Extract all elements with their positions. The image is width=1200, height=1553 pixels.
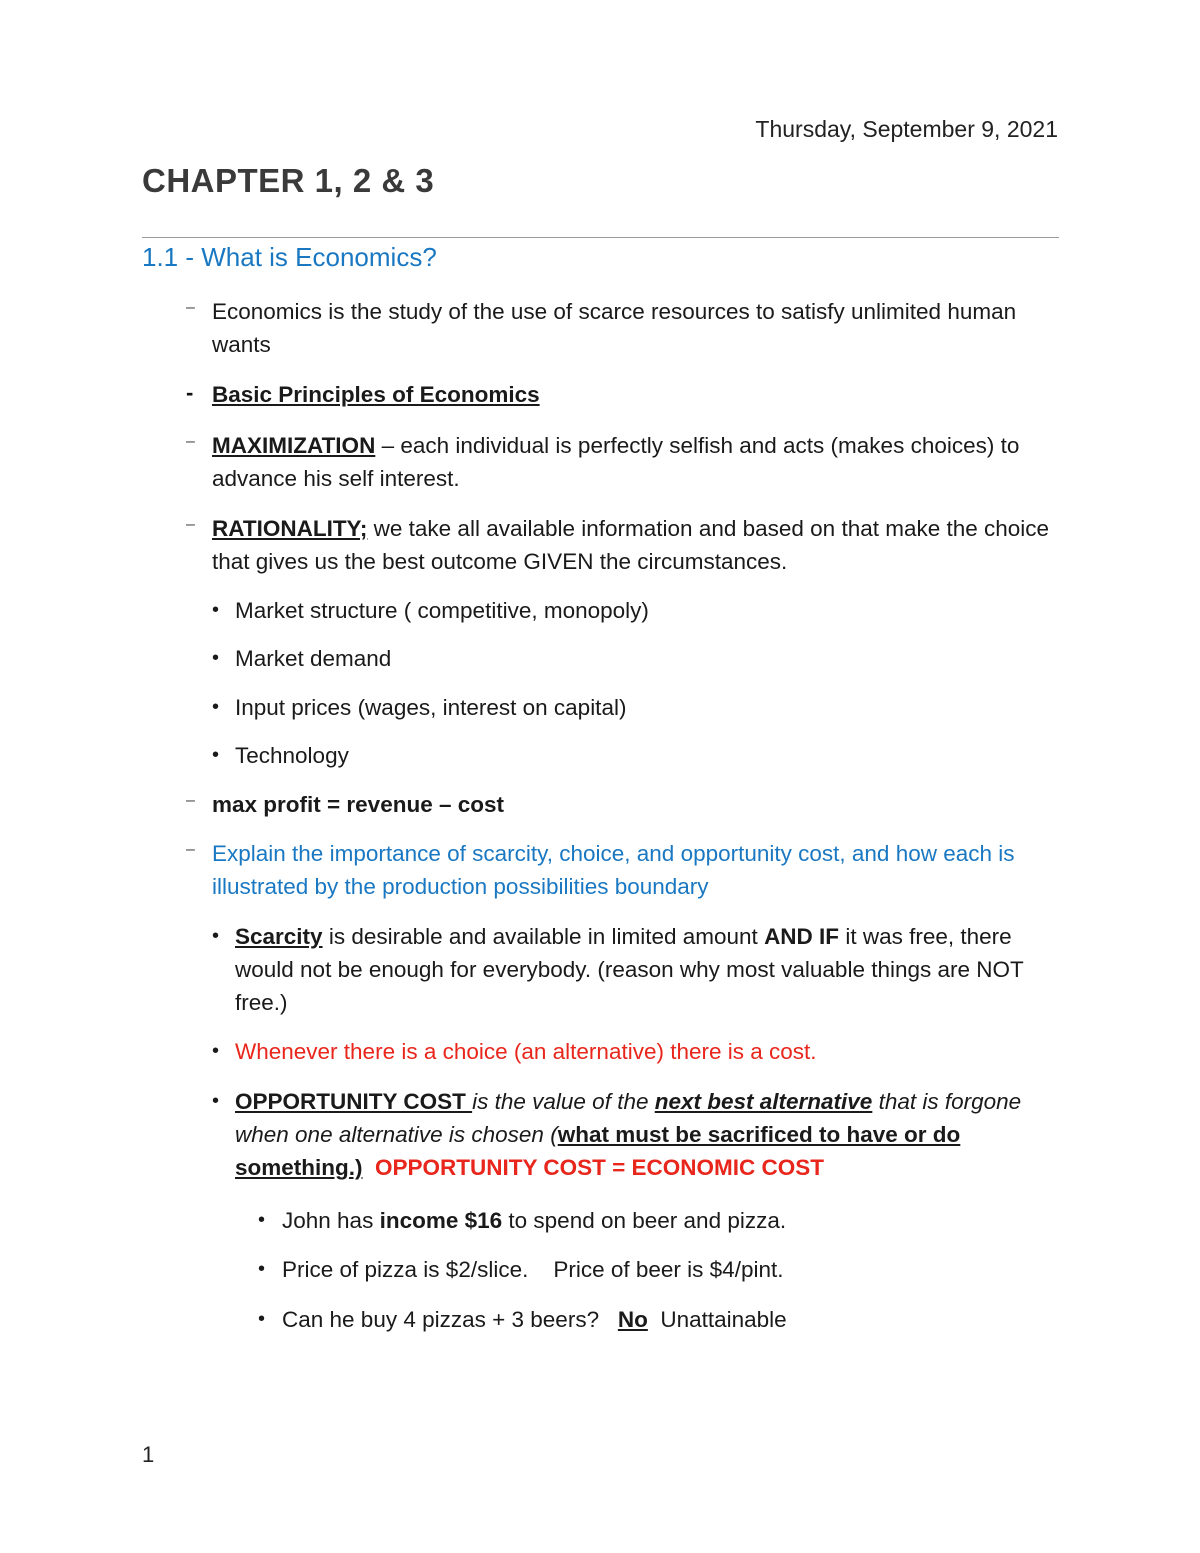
- scarcity-part-c: it was free, there would not be enough for everybody. (reason why most valuable things are NOT free.): [235, 924, 1024, 1015]
- price-text: Price of pizza is $2/slice. Price of beer is $4/pint.: [282, 1257, 784, 1282]
- list-item-input-prices: [212, 691, 1072, 724]
- scarcity-text: [235, 920, 1072, 1019]
- dash-marker: –: [186, 516, 195, 533]
- list-item-rationality: [186, 512, 1066, 578]
- john-part-c: to spend on beer and pizza.: [502, 1208, 787, 1233]
- john-text: [282, 1204, 1078, 1237]
- dash-marker: –: [186, 792, 195, 809]
- dash-marker: –: [186, 299, 195, 316]
- bullet-text: Market structure ( competitive, monopoly): [235, 598, 649, 623]
- dash-marker: –: [186, 433, 195, 450]
- scarcity-part-b: AND IF: [764, 924, 840, 949]
- note-date: Thursday, September 9, 2021: [755, 116, 1058, 142]
- opportunity-cost-text: [235, 1085, 1072, 1184]
- oc-equation: OPPORTUNITY COST = ECONOMIC COST: [375, 1155, 825, 1180]
- maximization-text: [212, 429, 1066, 495]
- explain-text: Explain the importance of scarcity, choice, and opportunity cost, and how each is illustrated by the production possibilities boundary: [212, 841, 1015, 899]
- bullet-text: Input prices (wages, interest on capital): [235, 695, 627, 720]
- oc-part-a: is the value of the: [472, 1089, 655, 1114]
- rationality-desc: we take all available information and based on that make the choice that gives us the best outcome GIVEN the circumstances.: [212, 516, 1050, 574]
- title-divider: [142, 237, 1059, 238]
- bullet-marker: •: [212, 696, 220, 718]
- oc-part-b: next best alternative: [654, 1089, 873, 1114]
- list-item-market-structure: [212, 594, 1072, 627]
- definition-text: Economics is the study of the use of scarce resources to satisfy unlimited human wants: [212, 299, 1017, 357]
- list-item-max-profit: [186, 788, 1066, 821]
- bullet-marker: •: [258, 1308, 266, 1330]
- john-part-b: income $16: [379, 1208, 503, 1233]
- list-item-technology: [212, 739, 1072, 772]
- oc-part-c: that is forgone when one alternative is chosen (: [235, 1089, 1022, 1147]
- bullet-marker: •: [212, 925, 220, 947]
- can-part-c: Unattainable: [647, 1307, 787, 1332]
- dash-marker: -: [186, 380, 194, 405]
- list-item-maximization: [186, 429, 1066, 495]
- list-item-can-he-buy: [258, 1303, 1078, 1336]
- maximization-term: MAXIMIZATION: [212, 433, 376, 458]
- bullet-text: Technology: [235, 743, 349, 768]
- bullet-marker: •: [212, 599, 220, 621]
- principles-heading: Basic Principles of Economics: [212, 382, 540, 407]
- oc-term: OPPORTUNITY COST: [235, 1089, 473, 1114]
- list-item-john-income: [258, 1204, 1078, 1237]
- list-item-definition: [186, 295, 1066, 361]
- bullet-marker: •: [212, 647, 220, 669]
- bullet-text: Market demand: [235, 646, 392, 671]
- list-item-market-demand: [212, 642, 1072, 675]
- maximization-desc: – each individual is perfectly selfish and acts (makes choices) to advance his self interest.: [212, 433, 1020, 491]
- list-item-opportunity-cost: [212, 1085, 1072, 1184]
- section-heading: 1.1 - What is Economics?: [142, 242, 437, 272]
- oc-part-d: what must be sacrificed to have or do something.): [235, 1122, 961, 1180]
- bullet-marker: •: [212, 1090, 220, 1112]
- list-item-scarcity: [212, 920, 1072, 1019]
- bullet-marker: •: [258, 1258, 266, 1280]
- rationality-term: RATIONALITY;: [212, 516, 368, 541]
- dash-marker: –: [186, 841, 195, 858]
- can-buy-text: [282, 1303, 1078, 1336]
- can-part-a: Can he buy 4 pizzas + 3 beers?: [282, 1307, 618, 1332]
- scarcity-part-a: is desirable and available in limited amount: [322, 924, 765, 949]
- max-profit-text: max profit = revenue – cost: [212, 792, 504, 817]
- scarcity-term: Scarcity: [235, 924, 323, 949]
- john-part-a: John has: [282, 1208, 380, 1233]
- bullet-marker: •: [258, 1209, 266, 1231]
- list-item-whenever: [212, 1035, 1072, 1068]
- list-item-principles: [186, 378, 1066, 411]
- rationality-text: [212, 512, 1066, 578]
- list-item-prices: [258, 1253, 1078, 1286]
- bullet-marker: •: [212, 1040, 220, 1062]
- can-part-b: No: [617, 1307, 648, 1332]
- page-title: CHAPTER 1, 2 & 3: [142, 162, 435, 199]
- whenever-text: Whenever there is a choice (an alternative) there is a cost.: [235, 1039, 817, 1064]
- list-item-explain: [186, 837, 1066, 903]
- page-number: 1: [142, 1442, 155, 1467]
- bullet-marker: •: [212, 744, 220, 766]
